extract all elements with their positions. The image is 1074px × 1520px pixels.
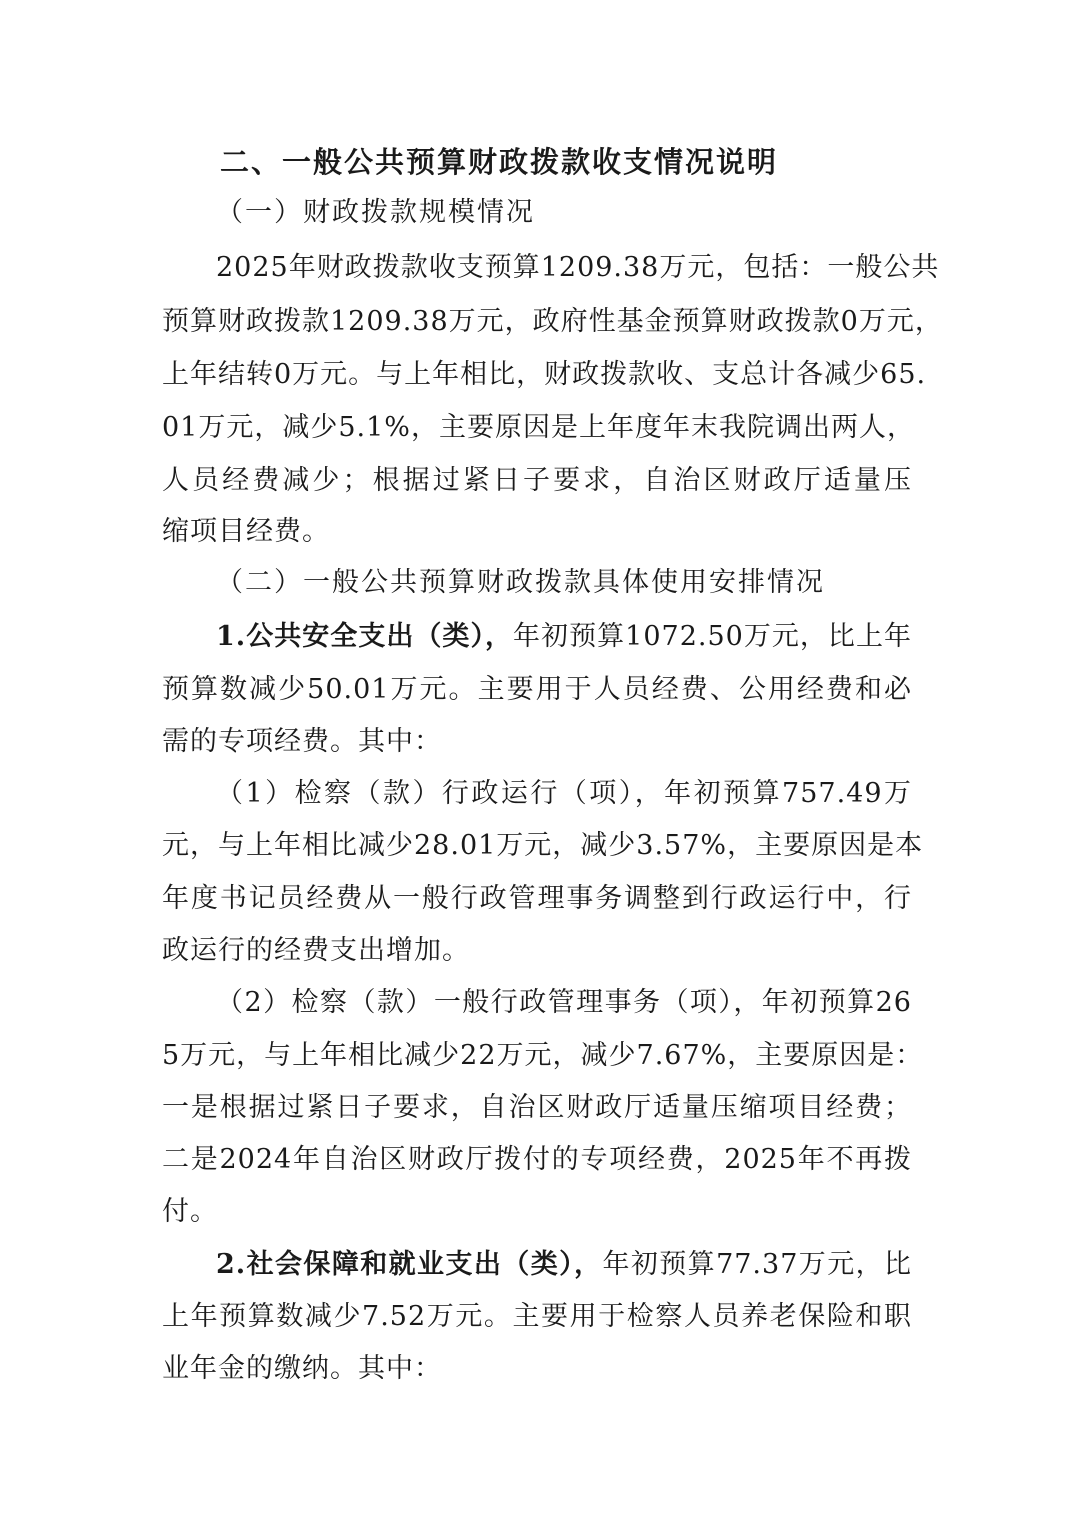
paragraph-line: （1）检察（款）行政运行（项），年初预算757.49万 [216, 778, 912, 809]
paragraph-line: 业年金的缴纳。其中： [162, 1353, 442, 1384]
subsection-title-2: （二）一般公共预算财政拨款具体使用安排情况 [216, 567, 825, 598]
paragraph-line: 政运行的经费支出增加。 [162, 935, 470, 966]
paragraph-line: 预算数减少50.01万元。主要用于人员经费、公用经费和必 [162, 674, 912, 705]
section-heading: 二、一般公共预算财政拨款收支情况说明 [220, 145, 779, 179]
paragraph-line: 需的专项经费。其中： [162, 726, 442, 757]
paragraph-line: 2025年财政拨款收支预算1209.38万元，包括：一般公共 [216, 252, 940, 283]
item-heading-line [216, 617, 912, 657]
paragraph-line: 付。 [162, 1196, 218, 1227]
paragraph-line: 上年结转0万元。与上年相比，财政拨款收、支总计各减少65. [162, 359, 927, 390]
item-text: 年初预算1072.50万元，比上年 [513, 621, 912, 652]
paragraph-line: 上年预算数减少7.52万元。主要用于检察人员养老保险和职 [162, 1301, 912, 1332]
paragraph-line: 人员经费减少；根据过紧日子要求，自治区财政厅适量压 [162, 465, 912, 496]
paragraph-line: 一是根据过紧日子要求，自治区财政厅适量压缩项目经费； [162, 1092, 912, 1123]
paragraph-line: 预算财政拨款1209.38万元，政府性基金预算财政拨款0万元， [162, 306, 943, 337]
item-heading-line [216, 1245, 912, 1285]
paragraph-line: 01万元，减少5.1%，主要原因是上年度年末我院调出两人， [162, 412, 915, 443]
paragraph-line: 元，与上年相比减少28.01万元，减少3.57%，主要原因是本 [162, 830, 924, 861]
paragraph-line: 二是2024年自治区财政厅拨付的专项经费，2025年不再拨 [162, 1144, 912, 1175]
paragraph-line: （2）检察（款）一般行政管理事务（项），年初预算26 [216, 987, 912, 1018]
item-bold-label: 1.公共安全支出（类）， [216, 621, 514, 652]
item-bold-label: 2.社会保障和就业支出（类）， [216, 1249, 603, 1280]
paragraph-line: 5万元，与上年相比减少22万元，减少7.67%，主要原因是： [162, 1040, 924, 1071]
item-text: 年初预算77.37万元，比 [602, 1249, 913, 1280]
paragraph-line: 缩项目经费。 [162, 516, 330, 547]
subsection-title-1: （一）财政拨款规模情况 [216, 197, 535, 228]
paragraph-line: 年度书记员经费从一般行政管理事务调整到行政运行中，行 [162, 883, 912, 914]
